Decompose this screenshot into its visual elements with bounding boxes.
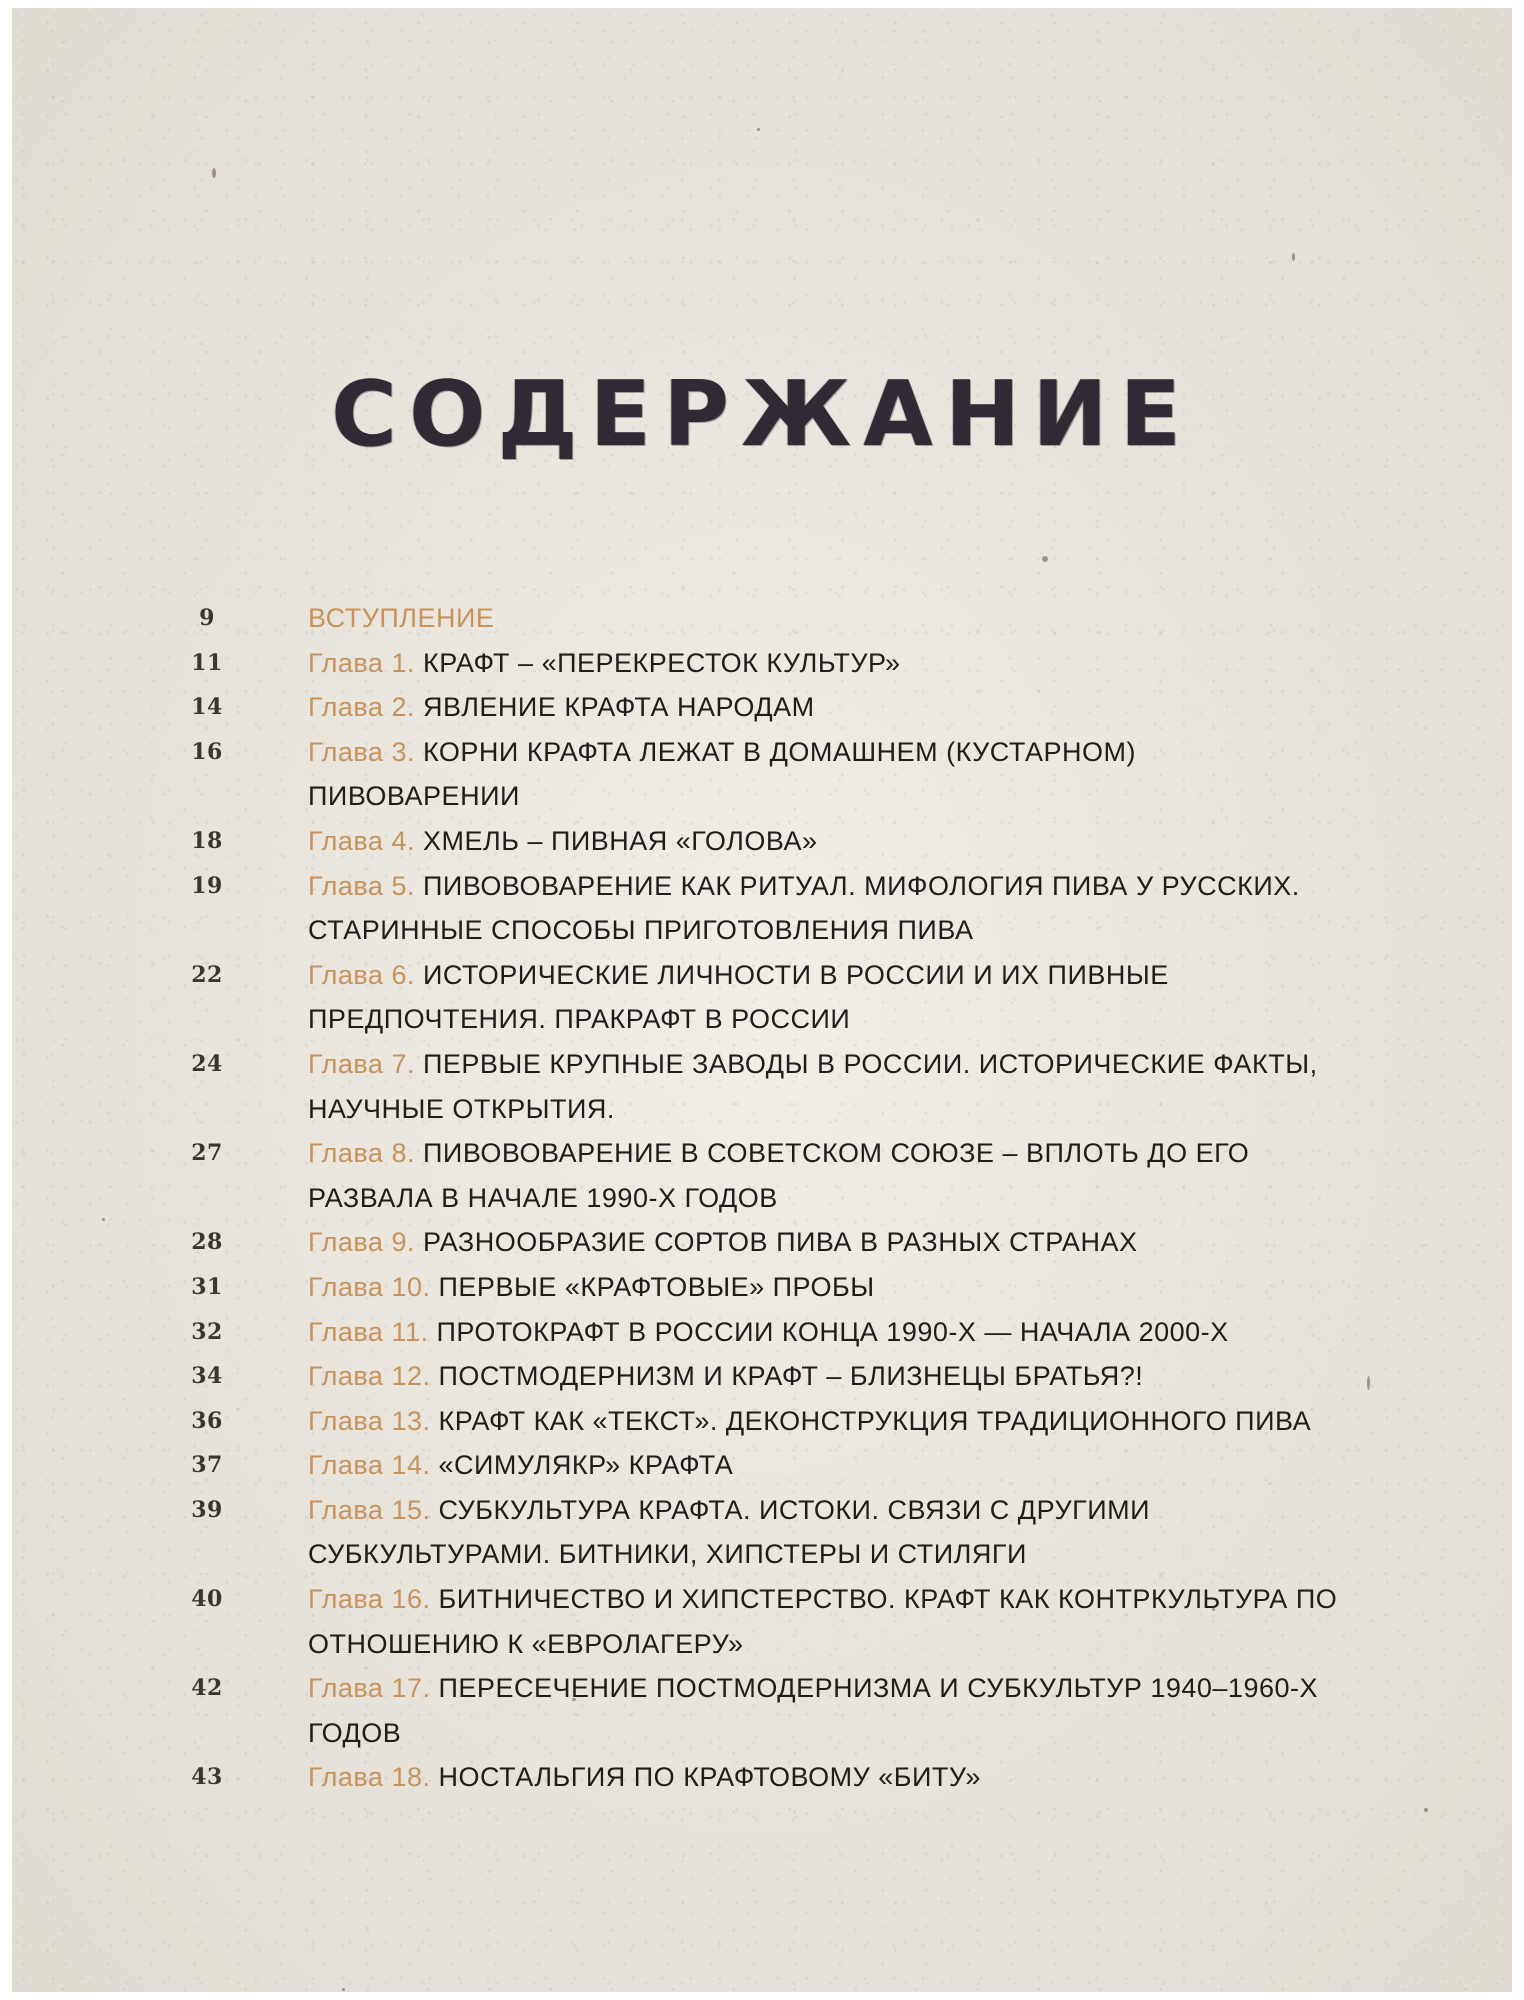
chapter-label: Глава — [308, 1271, 384, 1302]
table-of-contents — [12, 596, 1512, 1800]
chapter-number: 15. — [391, 1494, 431, 1525]
chapter-title-line: КОРНИ КРАФТА ЛЕЖАТ В ДОМАШНЕМ (КУСТАРНОМ) — [423, 736, 1136, 767]
chapter-title-line: ХМЕЛЬ – ПИВНАЯ «ГОЛОВА» — [423, 825, 818, 856]
chapter-title-line: ОТНОШЕНИЮ К «ЕВРОЛАГЕРУ» — [308, 1628, 744, 1659]
toc-entry-text — [308, 641, 1358, 686]
toc-entry-text — [308, 685, 1358, 730]
chapter-label: Глава — [308, 959, 384, 990]
chapter-title-line: РАЗНООБРАЗИЕ СОРТОВ ПИВА В РАЗНЫХ СТРАНАХ — [423, 1227, 1138, 1258]
page-title: СОДЕРЖАНИЕ — [330, 362, 1194, 467]
toc-entry-text — [308, 596, 1358, 641]
toc-entry-chapter-15[interactable] — [12, 1488, 1512, 1577]
chapter-number: 7. — [391, 1048, 415, 1079]
chapter-label: Глава — [308, 1227, 384, 1258]
toc-page-number: 36 — [191, 1407, 223, 1434]
toc-entry-chapter-10[interactable] — [12, 1265, 1512, 1310]
chapter-label: Глава — [308, 1494, 384, 1525]
toc-entry-chapter-5[interactable] — [12, 864, 1512, 953]
chapter-title-line: СТАРИННЫЕ СПОСОБЫ ПРИГОТОВЛЕНИЯ ПИВА — [308, 915, 974, 946]
toc-page-number: 32 — [191, 1318, 223, 1345]
chapter-label: Глава — [308, 692, 384, 723]
chapter-title-line: ПЕРВЫЕ КРУПНЫЕ ЗАВОДЫ В РОССИИ. ИСТОРИЧЕСКИЕ ФАКТЫ, — [423, 1048, 1318, 1079]
chapter-number: 17. — [391, 1673, 431, 1704]
toc-entry-chapter-14[interactable] — [12, 1443, 1512, 1488]
toc-entry-chapter-17[interactable] — [12, 1666, 1512, 1755]
toc-entry-chapter-1[interactable] — [12, 641, 1512, 686]
toc-page-number: 39 — [191, 1496, 223, 1523]
chapter-label: Глава — [308, 1138, 384, 1169]
toc-entry-intro[interactable] — [12, 596, 1512, 641]
chapter-number: 9. — [391, 1227, 415, 1258]
toc-entry-chapter-8[interactable] — [12, 1131, 1512, 1220]
chapter-title-line: ПИВОВОВАРЕНИЕ В СОВЕТСКОМ СОЮЗЕ – ВПЛОТЬ ДО ЕГО — [423, 1138, 1250, 1169]
toc-page-number: 18 — [191, 827, 223, 854]
chapter-label: Глава — [308, 1405, 384, 1436]
chapter-number: 11. — [391, 1316, 429, 1347]
chapter-title-line: ПРОТОКРАФТ В РОССИИ КОНЦА 1990-Х — НАЧАЛА 2000-Х — [436, 1316, 1229, 1347]
toc-page-number: 31 — [191, 1273, 223, 1300]
chapter-title-line: ПЕРЕСЕЧЕНИЕ ПОСТМОДЕРНИЗМА И СУБКУЛЬТУР 1940–1960-Х — [438, 1673, 1318, 1704]
chapter-label: Глава — [308, 1361, 384, 1392]
toc-page-number: 27 — [191, 1140, 223, 1167]
chapter-title-line: ГОДОВ — [308, 1717, 402, 1748]
toc-entry-text — [308, 1220, 1358, 1265]
chapter-number: 3. — [391, 736, 415, 767]
chapter-label: Глава — [308, 736, 384, 767]
chapter-number: 4. — [391, 825, 415, 856]
toc-entry-chapter-3[interactable] — [12, 730, 1512, 819]
toc-entry-text — [308, 1443, 1358, 1488]
toc-page-number: 42 — [191, 1675, 223, 1702]
chapter-title-line: КРАФТ – «ПЕРЕКРЕСТОК КУЛЬТУР» — [423, 647, 901, 678]
toc-entry-chapter-16[interactable] — [12, 1577, 1512, 1666]
toc-entry-text — [308, 1399, 1358, 1444]
toc-entry-text — [308, 1666, 1358, 1755]
chapter-label: Глава — [308, 1316, 384, 1347]
toc-entry-text — [308, 1265, 1358, 1310]
chapter-title-line: НАУЧНЫЕ ОТКРЫТИЯ. — [308, 1093, 615, 1124]
toc-entry-chapter-7[interactable] — [12, 1042, 1512, 1131]
chapter-number: 10. — [391, 1271, 431, 1302]
toc-entry-text — [308, 1354, 1358, 1399]
toc-entry-text — [308, 864, 1358, 953]
chapter-title-line: ПИВОВАРЕНИИ — [308, 781, 520, 812]
chapter-number: 18. — [391, 1762, 431, 1793]
chapter-title-line: ПИВОВОВАРЕНИЕ КАК РИТУАЛ. МИФОЛОГИЯ ПИВА У РУССКИХ. — [423, 870, 1300, 901]
toc-page-number: 14 — [191, 694, 223, 721]
toc-entry-chapter-9[interactable] — [12, 1220, 1512, 1265]
intro-label: ВСТУПЛЕНИЕ — [308, 603, 495, 633]
toc-entry-text — [308, 1488, 1358, 1577]
toc-entry-text — [308, 730, 1358, 819]
toc-entry-text — [308, 953, 1358, 1042]
toc-page-number: 16 — [191, 738, 223, 765]
chapter-title-line: ПРЕДПОЧТЕНИЯ. ПРАКРАФТ В РОССИИ — [308, 1004, 851, 1035]
chapter-number: 2. — [391, 692, 415, 723]
chapter-title-line: «СИМУЛЯКР» КРАФТА — [438, 1450, 734, 1481]
toc-entry-chapter-11[interactable] — [12, 1310, 1512, 1355]
toc-entry-chapter-2[interactable] — [12, 685, 1512, 730]
toc-entry-chapter-12[interactable] — [12, 1354, 1512, 1399]
toc-entry-text — [308, 1310, 1358, 1355]
chapter-title-line: НОСТАЛЬГИЯ ПО КРАФТОВОМУ «БИТУ» — [438, 1762, 981, 1793]
chapter-number: 16. — [391, 1584, 431, 1615]
toc-page-number: 11 — [191, 649, 223, 676]
chapter-number: 6. — [391, 959, 415, 990]
chapter-label: Глава — [308, 1762, 384, 1793]
chapter-label: Глава — [308, 870, 384, 901]
toc-page-number: 24 — [191, 1050, 223, 1077]
chapter-title-line: ПЕРВЫЕ «КРАФТОВЫЕ» ПРОБЫ — [438, 1271, 875, 1302]
chapter-label: Глава — [308, 825, 384, 856]
chapter-label: Глава — [308, 1048, 384, 1079]
chapter-label: Глава — [308, 1450, 384, 1481]
toc-entry-text — [308, 1755, 1358, 1800]
chapter-number: 8. — [391, 1138, 415, 1169]
chapter-number: 1. — [391, 647, 415, 678]
toc-entry-text — [308, 1577, 1358, 1666]
toc-page-number: 28 — [191, 1229, 223, 1256]
chapter-title-line: КРАФТ КАК «ТЕКСТ». ДЕКОНСТРУКЦИЯ ТРАДИЦИОННОГО ПИВА — [438, 1405, 1312, 1436]
toc-entry-chapter-6[interactable] — [12, 953, 1512, 1042]
toc-entry-text — [308, 819, 1358, 864]
toc-entry-chapter-18[interactable] — [12, 1755, 1512, 1800]
chapter-title-line: РАЗВАЛА В НАЧАЛЕ 1990-Х ГОДОВ — [308, 1182, 778, 1213]
toc-entry-text — [308, 1042, 1358, 1131]
chapter-label: Глава — [308, 647, 384, 678]
chapter-title-line: ПОСТМОДЕРНИЗМ И КРАФТ – БЛИЗНЕЦЫ БРАТЬЯ?! — [438, 1361, 1144, 1392]
chapter-title-line: СУБКУЛЬТУРАМИ. БИТНИКИ, ХИПСТЕРЫ И СТИЛЯГИ — [308, 1539, 1027, 1570]
chapter-label: Глава — [308, 1673, 384, 1704]
chapter-number: 13. — [391, 1405, 431, 1436]
chapter-label: Глава — [308, 1584, 384, 1615]
chapter-number: 5. — [391, 870, 415, 901]
chapter-number: 12. — [391, 1361, 431, 1392]
toc-page-number: 37 — [191, 1452, 223, 1479]
toc-entry-chapter-13[interactable] — [12, 1399, 1512, 1444]
chapter-title-line: СУБКУЛЬТУРА КРАФТА. ИСТОКИ. СВЯЗИ С ДРУГИМИ — [438, 1494, 1151, 1525]
chapter-number: 14. — [391, 1450, 431, 1481]
toc-page-number: 43 — [191, 1764, 223, 1791]
chapter-title-line: БИТНИЧЕСТВО И ХИПСТЕРСТВО. КРАФТ КАК КОНТРКУЛЬТУРА ПО — [438, 1584, 1338, 1615]
toc-page-number: 34 — [191, 1363, 223, 1390]
toc-entry-text — [308, 1131, 1358, 1220]
toc-page-number: 9 — [199, 605, 215, 631]
toc-page-number: 22 — [191, 961, 223, 988]
chapter-title-line: ИСТОРИЧЕСКИЕ ЛИЧНОСТИ В РОССИИ И ИХ ПИВНЫЕ — [423, 959, 1169, 990]
toc-page-number: 19 — [191, 872, 223, 899]
chapter-title-line: ЯВЛЕНИЕ КРАФТА НАРОДАМ — [423, 692, 815, 723]
toc-page-number: 40 — [191, 1586, 223, 1613]
book-page — [12, 8, 1512, 1992]
toc-entry-chapter-4[interactable] — [12, 819, 1512, 864]
